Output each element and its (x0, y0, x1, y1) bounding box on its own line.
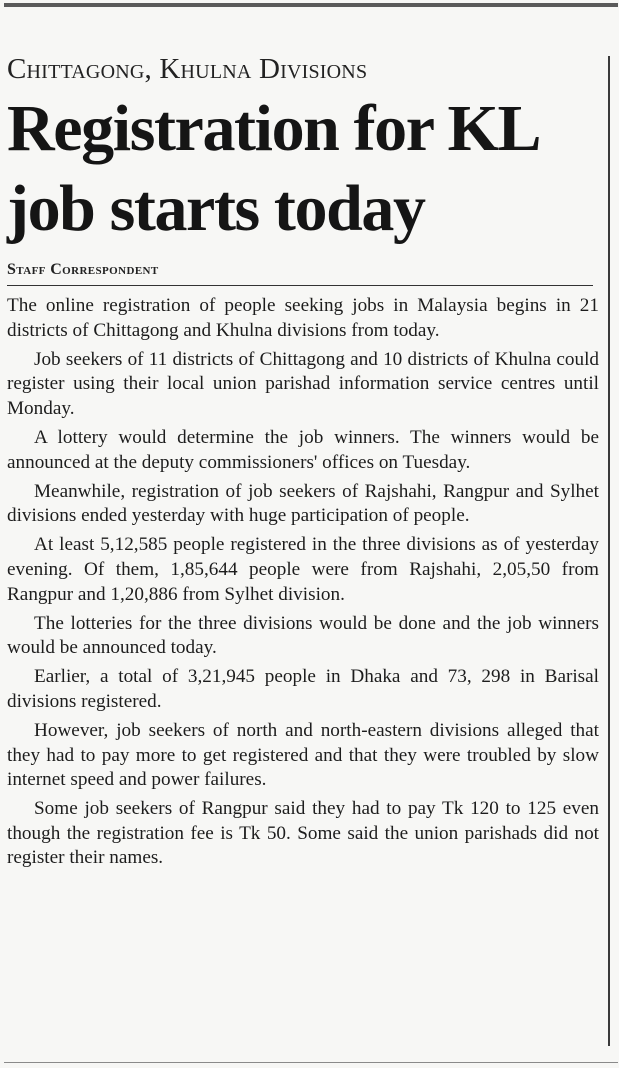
paragraph: The lotteries for the three divisions would be done and the job winners would be announced today. (7, 612, 599, 659)
paragraph: The online registration of people seeking jobs in Malaysia begins in 21 districts of Chittagong and Khulna divisions from today. (7, 295, 599, 341)
paragraph: Some job seekers of Rangpur said they had to pay Tk 120 to 125 even though the registration fee is Tk 50. Some said the union parishads did not register their names. (7, 798, 599, 869)
byline: Staff Correspondent (7, 261, 159, 278)
news-article (7, 52, 599, 876)
paragraph: Meanwhile, registration of job seekers of Rajshahi, Rangpur and Sylhet divisions ended yesterday with huge participation of people. (7, 480, 599, 527)
paragraph: A lottery would determine the job winners. The winners would be announced at the deputy commissioners' offices on Tuesday. (7, 426, 599, 473)
article-body (7, 294, 599, 871)
top-rule (4, 3, 618, 7)
paragraph: Job seekers of 11 districts of Chittagong and 10 districts of Khulna could register using their local union parishad information service centres until Monday. (7, 348, 599, 419)
kicker: Chittagong, Khulna Divisions (7, 53, 368, 85)
byline-divider (7, 285, 593, 286)
bottom-rule (4, 1062, 618, 1063)
paragraph: However, job seekers of north and north-eastern divisions alleged that they had to pay more to get registered and that they were troubled by slow internet speed and power failures. (7, 720, 599, 791)
paragraph: Earlier, a total of 3,21,945 people in Dhaka and 73, 298 in Barisal divisions registered. (7, 666, 599, 712)
column-rule (608, 56, 610, 1046)
paragraph: At least 5,12,585 people registered in the three divisions as of yesterday evening. Of them, 1,85,644 people were from Rajshahi, 2,05,50 from Rangpur and 1,20,886 from Sylhet division. (7, 534, 599, 605)
headline: Registration for KL job starts today (7, 92, 537, 245)
